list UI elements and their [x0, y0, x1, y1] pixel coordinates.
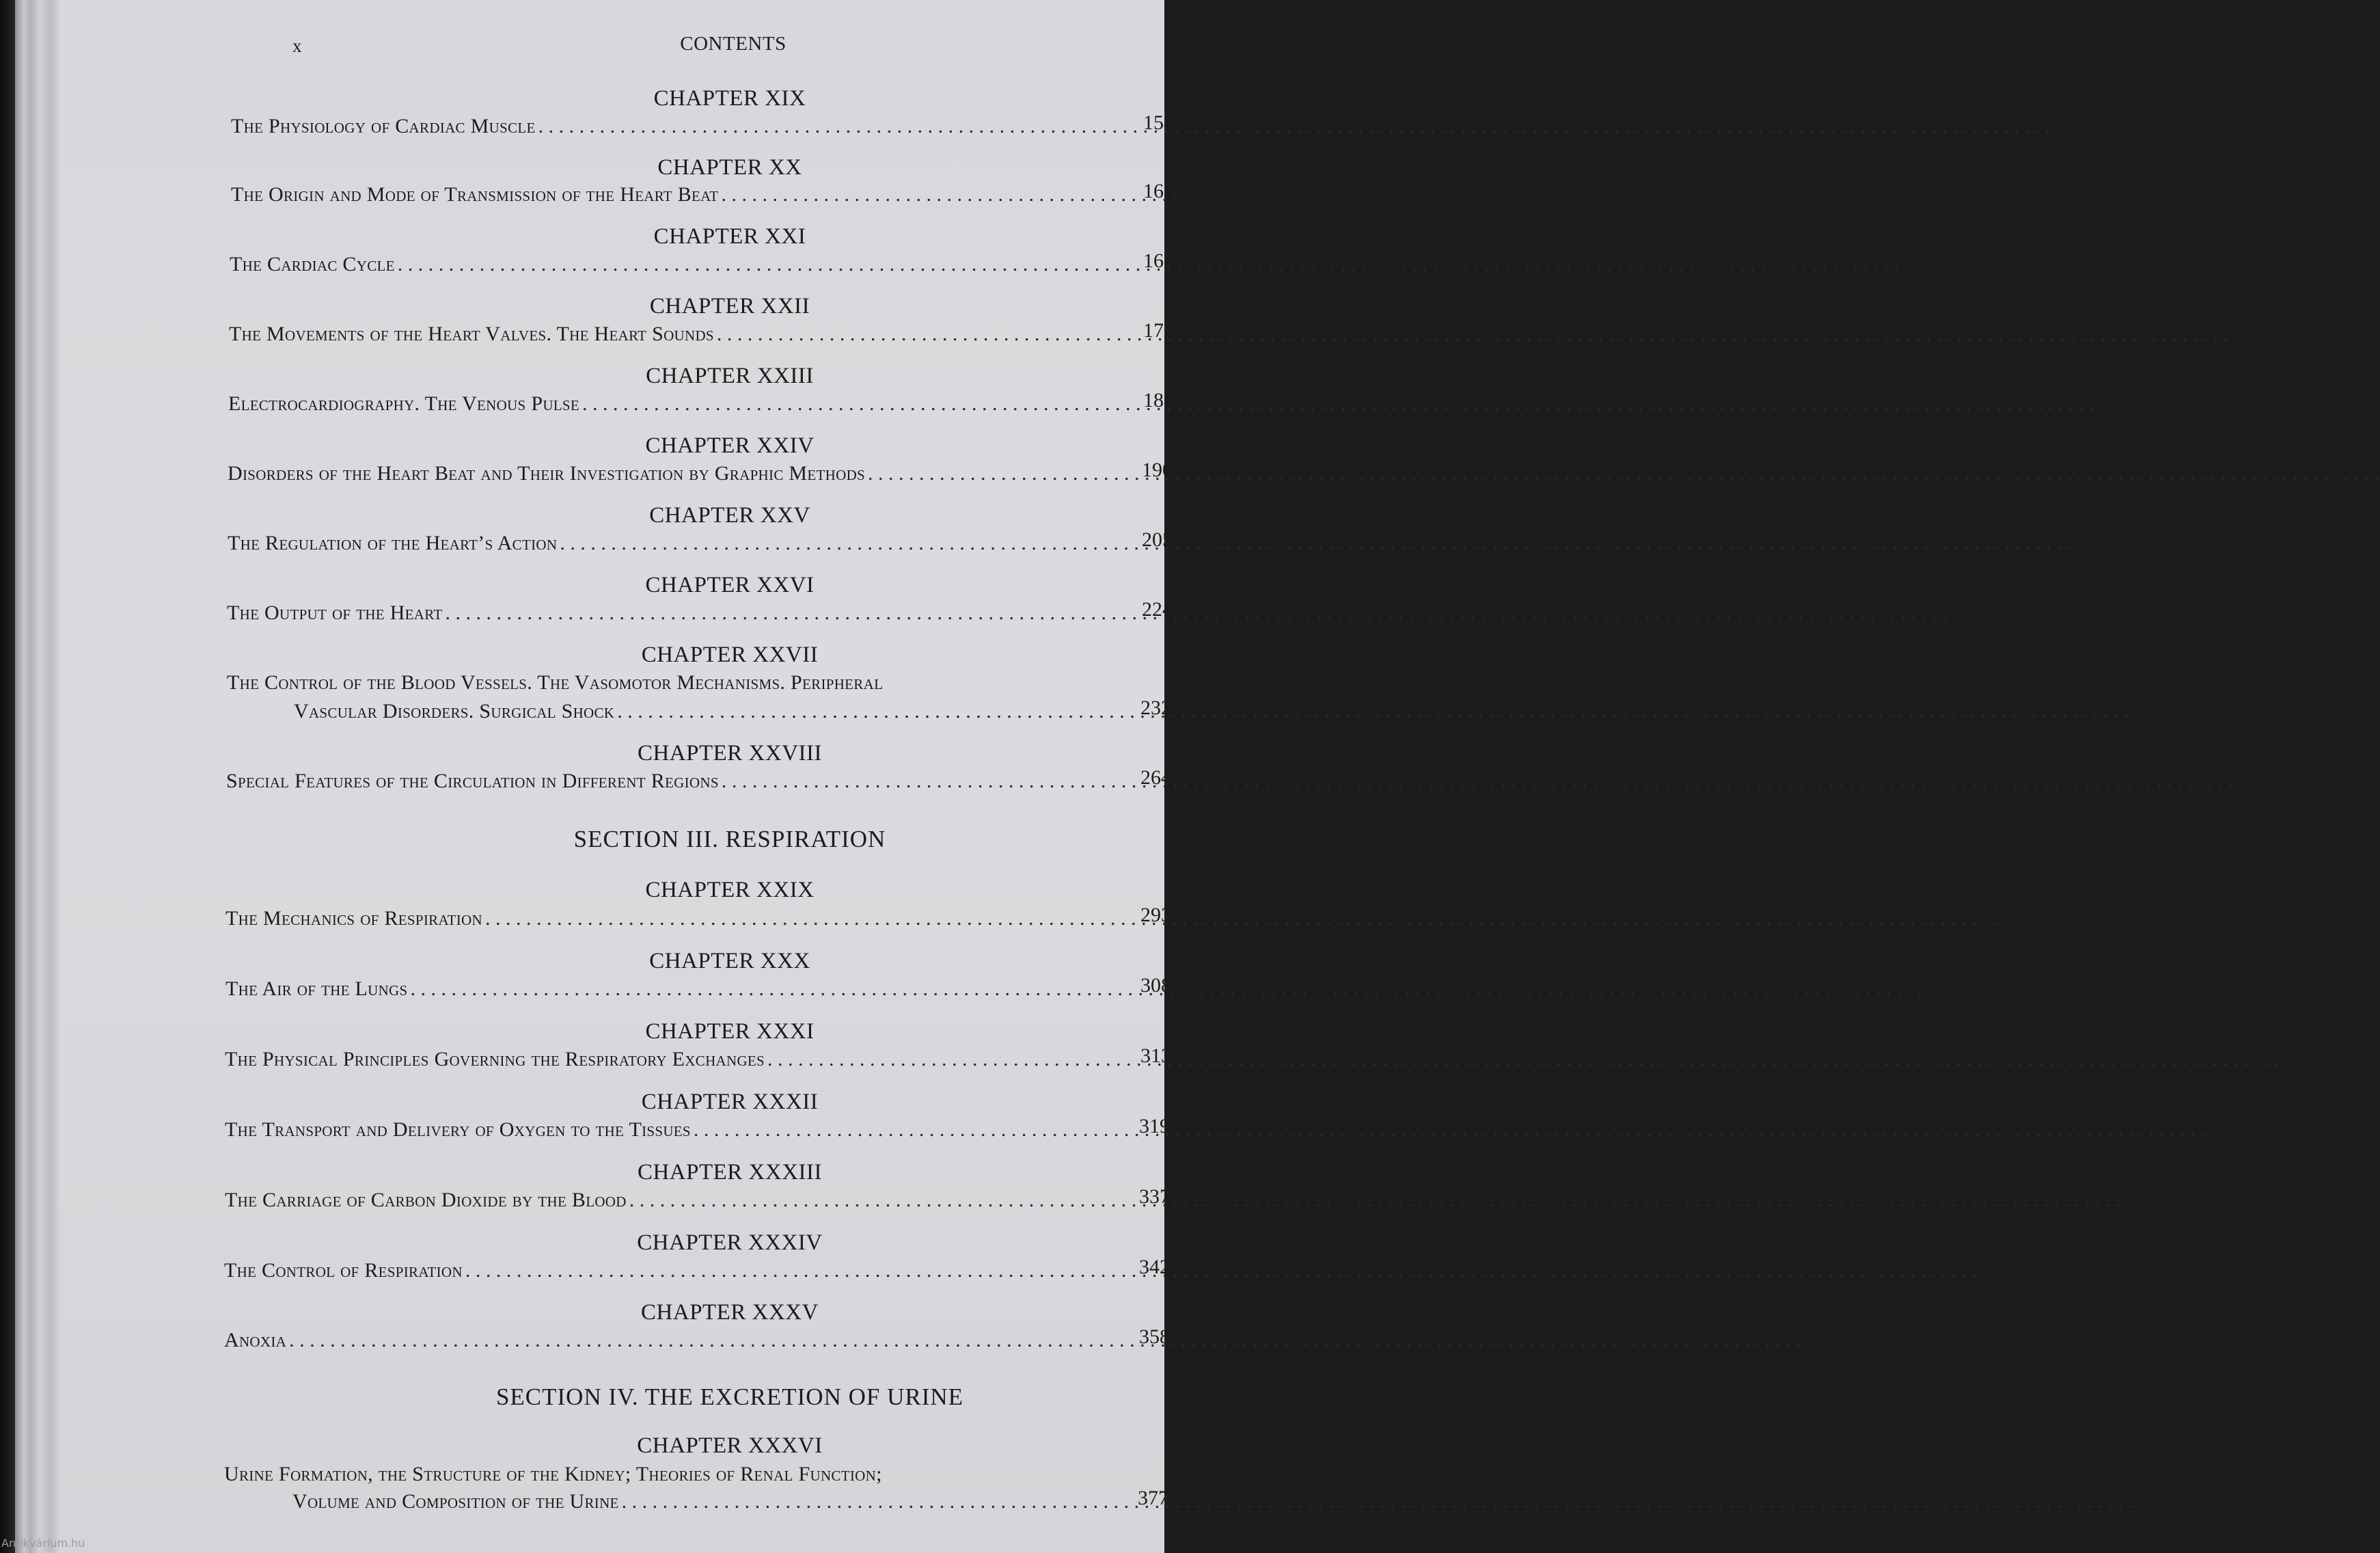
page-edges — [15, 0, 60, 1553]
chapter-heading: CHAPTER XXVII — [641, 643, 819, 667]
entry-title: The Output of the Heart — [227, 602, 443, 624]
entry-page: 337 — [1139, 1185, 1170, 1208]
entry-title: The Air of the Lungs — [225, 977, 408, 1000]
entry-title: The Origin and Mode of Transmission of the Heart Beat — [231, 183, 719, 206]
entry-title: Special Features of the Circulation in Different Regions — [226, 770, 719, 792]
entry-title: Disorders of the Heart Beat and Their Investigation by Graphic Methods — [228, 462, 866, 485]
entry-title: Anoxia — [224, 1329, 287, 1351]
entry-title: The Transport and Delivery of Oxygen to the Tissues — [225, 1118, 691, 1141]
dot-leader — [445, 602, 1957, 625]
chapter-heading: CHAPTER XXIII — [646, 364, 814, 388]
entry-title: The Physical Principles Governing the Respiratory Exchanges — [225, 1048, 765, 1070]
entry-title-line: The Control of the Blood Vessels. The Vasomotor Mechanisms. Peripheral — [227, 671, 884, 694]
toc-entry[interactable] — [230, 253, 1109, 276]
entry-title: The Cardiac Cycle — [230, 253, 395, 275]
dot-leader — [617, 700, 2129, 723]
entry-page: 190 — [1142, 459, 1173, 481]
entry-page: 175 — [1143, 319, 1174, 342]
toc-entry[interactable] — [225, 1048, 1108, 1071]
entry-page: 154 — [1143, 111, 1174, 134]
entry-title: The Regulation of the Heart’s Action — [228, 532, 558, 554]
entry-title-line: Urine Formation, the Structure of the Kidney; Theories of Renal Function; — [224, 1463, 882, 1485]
toc-entry[interactable] — [227, 602, 1109, 625]
chapter-heading: CHAPTER XX — [657, 155, 802, 180]
dot-leader — [560, 532, 2072, 555]
dot-leader — [622, 1490, 2134, 1513]
chapter-heading: CHAPTER XXXV — [641, 1300, 819, 1325]
section-heading: SECTION III. RESPIRATION — [573, 826, 886, 852]
dot-leader — [629, 1189, 2142, 1212]
book-spine — [0, 0, 15, 1553]
toc-entry[interactable] — [231, 183, 1109, 206]
toc-entry[interactable] — [229, 323, 1109, 346]
entry-page: 358 — [1139, 1325, 1170, 1348]
toc-entry[interactable] — [226, 770, 1108, 793]
chapter-heading: CHAPTER XXI — [653, 224, 806, 249]
dot-leader — [694, 1118, 2206, 1142]
chapter-heading: CHAPTER XXVI — [645, 573, 815, 597]
entry-page: 224 — [1142, 598, 1173, 621]
entry-page: 180 — [1143, 389, 1174, 411]
chapter-heading: CHAPTER XXVIII — [637, 741, 823, 766]
entry-title: Electrocardiography. The Venous Pulse — [228, 392, 580, 415]
entry-page: 232 — [1140, 697, 1171, 719]
toc-entry[interactable] — [292, 1490, 1106, 1513]
entry-page: 161 — [1143, 180, 1174, 202]
contents-page — [60, 0, 1174, 1553]
toc-entry[interactable] — [294, 700, 1108, 723]
chapter-heading: CHAPTER XXXVI — [637, 1433, 823, 1458]
chapter-heading: CHAPTER XXII — [649, 294, 810, 319]
dot-leader — [721, 183, 2233, 206]
toc-entry[interactable] — [225, 977, 1108, 1001]
toc-entry[interactable] — [231, 115, 1109, 138]
chapter-heading: CHAPTER XXXIV — [637, 1230, 823, 1255]
dot-leader — [465, 1259, 1978, 1282]
entry-title: The Movements of the Heart Valves. The Heart Sounds — [229, 323, 714, 345]
entry-title: The Control of Respiration — [224, 1259, 463, 1282]
dot-leader — [289, 1329, 1801, 1352]
entry-page: 168 — [1143, 249, 1174, 272]
entry-page: 377 — [1138, 1487, 1168, 1509]
toc-entry[interactable] — [225, 1189, 1107, 1212]
dot-leader — [767, 1048, 2280, 1071]
entry-title: Vascular Disorders. Surgical Shock — [294, 700, 615, 723]
toc-entry[interactable] — [224, 1259, 1107, 1282]
chapter-heading: CHAPTER XIX — [653, 86, 806, 111]
chapter-heading: CHAPTER XXIX — [645, 878, 815, 902]
toc-entry[interactable] — [228, 532, 1109, 555]
entry-page: 342 — [1139, 1256, 1170, 1278]
chapter-heading: CHAPTER XXXIII — [637, 1160, 823, 1185]
dot-leader — [485, 907, 1997, 930]
running-head: CONTENTS — [680, 33, 787, 55]
toc-entry[interactable] — [225, 1118, 1107, 1142]
entry-page: 264 — [1140, 766, 1171, 789]
toc-entry[interactable] — [228, 462, 1109, 485]
dot-leader — [582, 392, 2094, 416]
entry-title: Volume and Composition of the Urine — [292, 1490, 619, 1513]
entry-title: The Mechanics of Respiration — [225, 907, 482, 930]
entry-page: 308 — [1140, 974, 1171, 997]
entry-page: 293 — [1140, 904, 1171, 926]
entry-title: The Physiology of Cardiac Muscle — [231, 115, 536, 137]
chapter-heading: CHAPTER XXXI — [645, 1019, 815, 1044]
dot-leader — [868, 462, 2380, 485]
toc-entry[interactable] — [228, 392, 1109, 416]
chapter-heading: CHAPTER XXXII — [641, 1090, 819, 1114]
toc-entry[interactable] — [225, 907, 1108, 930]
dot-leader — [538, 115, 2051, 138]
dot-leader — [717, 323, 2229, 346]
page-number: x — [292, 36, 302, 56]
chapter-heading: CHAPTER XXX — [649, 949, 810, 973]
entry-page: 319 — [1139, 1115, 1170, 1137]
chapter-heading: CHAPTER XXV — [649, 503, 810, 528]
toc-entry[interactable] — [224, 1329, 1107, 1352]
entry-title: The Carriage of Carbon Dioxide by the Blood — [225, 1189, 627, 1211]
section-heading: SECTION IV. THE EXCRETION OF URINE — [495, 1383, 964, 1410]
chapter-heading: CHAPTER XXIV — [645, 433, 815, 458]
entry-page: 313 — [1140, 1044, 1171, 1067]
watermark-text: Antikvárium.hu — [1, 1537, 85, 1550]
dot-leader — [722, 770, 2234, 793]
entry-page: 205 — [1142, 528, 1173, 551]
